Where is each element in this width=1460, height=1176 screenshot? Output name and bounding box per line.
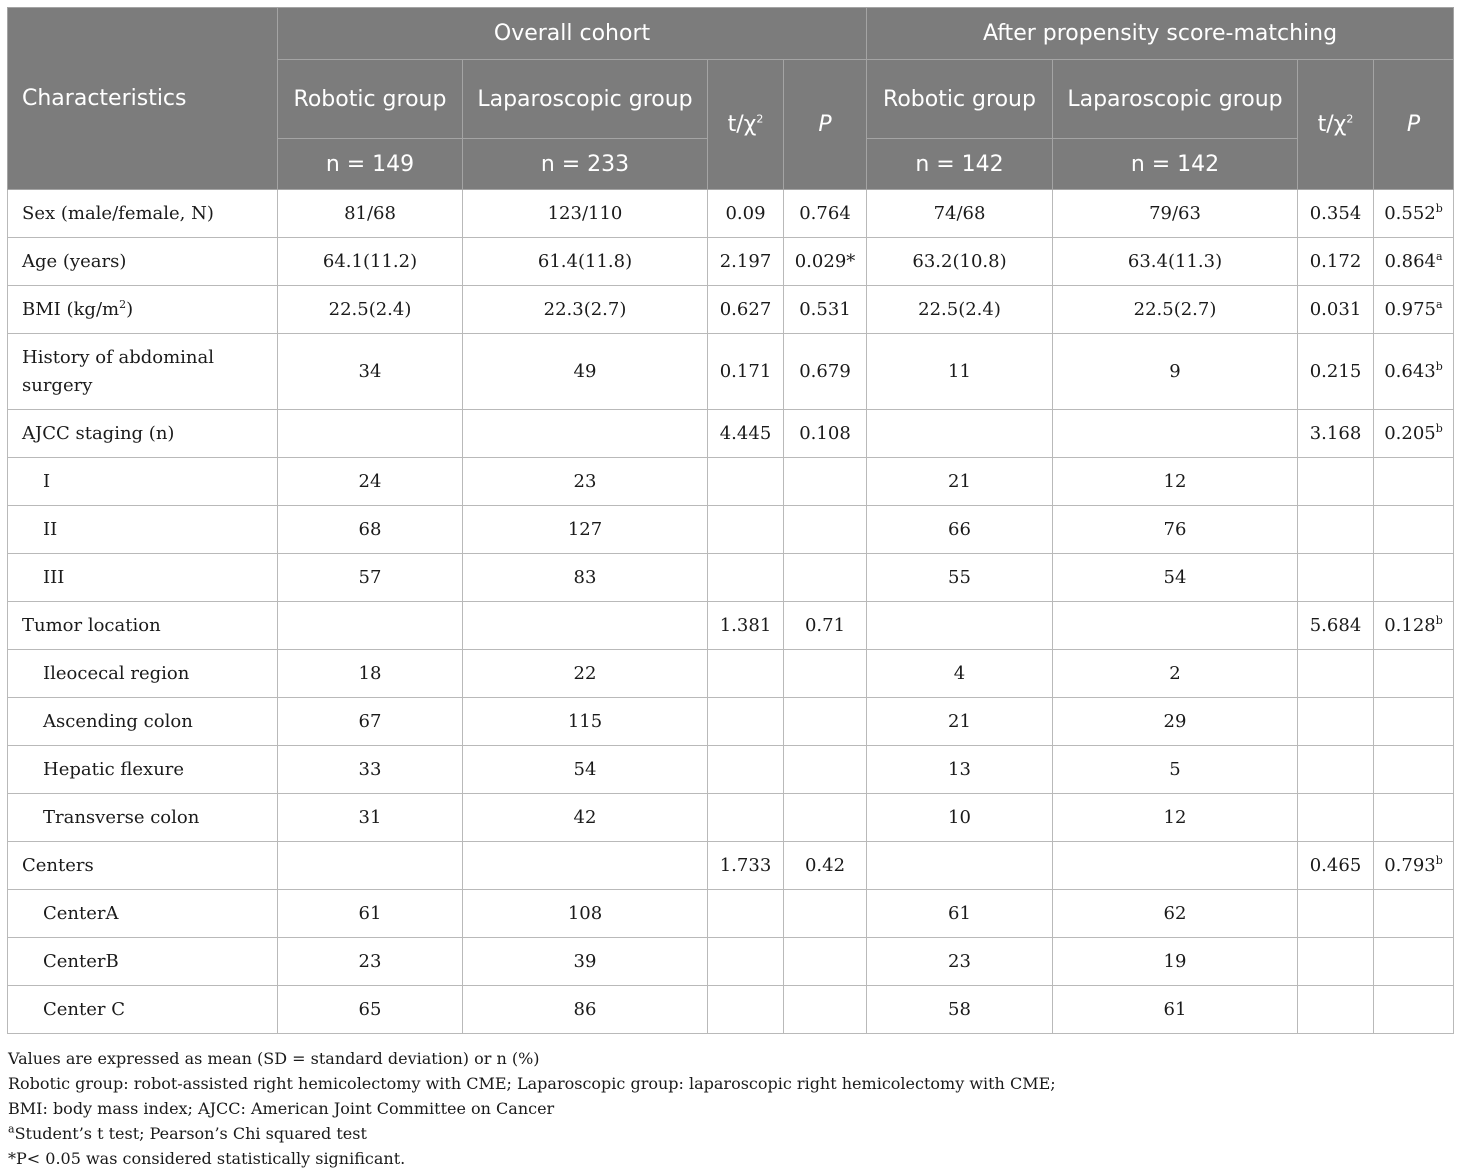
row-label: Age (years) bbox=[8, 238, 278, 286]
footnote: BMI: body mass index; AJCC: American Joint Committee on Cancer bbox=[8, 1099, 555, 1118]
characteristics-table bbox=[7, 7, 1454, 1034]
psm-t-chi2-cell bbox=[1298, 458, 1374, 506]
table-row bbox=[8, 458, 1454, 506]
overall-t-chi2-cell: 0.171 bbox=[708, 334, 784, 410]
psm-laparoscopic-cell: 19 bbox=[1053, 938, 1298, 986]
overall-laparoscopic-cell: 42 bbox=[463, 794, 708, 842]
psm-p-cell bbox=[1374, 458, 1454, 506]
psm-laparoscopic-cell: 12 bbox=[1053, 794, 1298, 842]
table-row bbox=[8, 938, 1454, 986]
overall-t-chi2-cell: 1.381 bbox=[708, 602, 784, 650]
row-label: III bbox=[8, 554, 278, 602]
psm-p-cell bbox=[1374, 506, 1454, 554]
psm-t-chi2-cell: 0.354 bbox=[1298, 190, 1374, 238]
table-row bbox=[8, 190, 1454, 238]
overall-t-chi2-cell: 2.197 bbox=[708, 238, 784, 286]
overall-robotic-cell: 81/68 bbox=[278, 190, 463, 238]
overall-robotic-cell: 22.5(2.4) bbox=[278, 286, 463, 334]
table-row bbox=[8, 334, 1454, 410]
table-row bbox=[8, 842, 1454, 890]
psm-laparoscopic-header: Laparoscopic group bbox=[1053, 60, 1298, 139]
overall-robotic-cell: 23 bbox=[278, 938, 463, 986]
overall-laparoscopic-cell: 49 bbox=[463, 334, 708, 410]
footnote: $^a$Student’s t test; Pearson’s Chi squared test bbox=[8, 1122, 367, 1143]
footnote: *P< 0.05 was considered statistically significant. bbox=[8, 1149, 406, 1168]
table-header bbox=[8, 8, 1454, 190]
overall-t-chi2-cell bbox=[708, 698, 784, 746]
overall-laparoscopic-cell: 39 bbox=[463, 938, 708, 986]
table-row bbox=[8, 238, 1454, 286]
overall-laparoscopic-cell bbox=[463, 602, 708, 650]
row-label: History of abdominal surgery bbox=[8, 334, 278, 410]
table-row bbox=[8, 890, 1454, 938]
overall-laparoscopic-cell: 54 bbox=[463, 746, 708, 794]
psm-robotic-header: Robotic group bbox=[867, 60, 1053, 139]
overall-p-cell bbox=[784, 506, 867, 554]
psm-p-cell bbox=[1374, 986, 1454, 1034]
overall-p-header: P bbox=[784, 60, 867, 190]
psm-t-chi2-cell: 0.031 bbox=[1298, 286, 1374, 334]
psm-p-cell: 0.793$^b$ bbox=[1374, 842, 1454, 890]
row-label: BMI $(kg/m^2)$ bbox=[8, 286, 278, 334]
overall-p-cell: 0.764 bbox=[784, 190, 867, 238]
psm-robotic-cell: 13 bbox=[867, 746, 1053, 794]
psm-laparoscopic-cell: 9 bbox=[1053, 334, 1298, 410]
overall-robotic-cell: 68 bbox=[278, 506, 463, 554]
overall-laparoscopic-cell: 61.4(11.8) bbox=[463, 238, 708, 286]
overall-p-cell bbox=[784, 794, 867, 842]
overall-laparoscopic-cell: 23 bbox=[463, 458, 708, 506]
psm-p-cell: 0.975$^a$ bbox=[1374, 286, 1454, 334]
row-label: Center C bbox=[8, 986, 278, 1034]
overall-laparoscopic-cell: 127 bbox=[463, 506, 708, 554]
overall-p-cell bbox=[784, 986, 867, 1034]
table-body bbox=[8, 190, 1454, 1034]
table-row bbox=[8, 554, 1454, 602]
overall-laparoscopic-cell: 108 bbox=[463, 890, 708, 938]
overall-laparoscopic-cell: 86 bbox=[463, 986, 708, 1034]
psm-robotic-cell: 63.2(10.8) bbox=[867, 238, 1053, 286]
overall-t-chi2-cell: 0.09 bbox=[708, 190, 784, 238]
psm-p-cell bbox=[1374, 746, 1454, 794]
overall-p-cell: 0.42 bbox=[784, 842, 867, 890]
overall-robotic-cell: 18 bbox=[278, 650, 463, 698]
psm-robotic-cell bbox=[867, 410, 1053, 458]
overall-t-chi2-cell: 0.627 bbox=[708, 286, 784, 334]
psm-robotic-cell: 11 bbox=[867, 334, 1053, 410]
overall-t-chi2-cell bbox=[708, 794, 784, 842]
table-row bbox=[8, 410, 1454, 458]
psm-t-chi2-cell bbox=[1298, 986, 1374, 1034]
psm-p-cell: 0.128$^b$ bbox=[1374, 602, 1454, 650]
overall-laparoscopic-cell: 83 bbox=[463, 554, 708, 602]
overall-p-cell bbox=[784, 650, 867, 698]
overall-t-chi2-cell bbox=[708, 746, 784, 794]
table-row bbox=[8, 286, 1454, 334]
overall-robotic-cell bbox=[278, 842, 463, 890]
row-label: Sex (male/female, N) bbox=[8, 190, 278, 238]
row-label: CenterA bbox=[8, 890, 278, 938]
psm-laparoscopic-cell: 54 bbox=[1053, 554, 1298, 602]
overall-robotic-cell bbox=[278, 410, 463, 458]
psm-laparoscopic-cell: 79/63 bbox=[1053, 190, 1298, 238]
overall-laparoscopic-cell: 22 bbox=[463, 650, 708, 698]
row-label: Centers bbox=[8, 842, 278, 890]
psm-robotic-cell bbox=[867, 602, 1053, 650]
psm-laparoscopic-cell: 76 bbox=[1053, 506, 1298, 554]
row-label: Hepatic flexure bbox=[8, 746, 278, 794]
overall-t-chi2-cell bbox=[708, 554, 784, 602]
psm-p-header: P bbox=[1374, 60, 1454, 190]
psm-robotic-cell: 21 bbox=[867, 698, 1053, 746]
psm-robotic-cell: 58 bbox=[867, 986, 1053, 1034]
footnote: Values are expressed as mean (SD = standard deviation) or n (%) bbox=[8, 1049, 540, 1068]
table-row bbox=[8, 698, 1454, 746]
psm-robotic-cell: 21 bbox=[867, 458, 1053, 506]
psm-p-cell bbox=[1374, 650, 1454, 698]
psm-p-cell bbox=[1374, 890, 1454, 938]
table-row bbox=[8, 794, 1454, 842]
overall-robotic-n: n = 149 bbox=[278, 139, 463, 190]
psm-robotic-cell: 66 bbox=[867, 506, 1053, 554]
overall-p-cell: 0.531 bbox=[784, 286, 867, 334]
psm-laparoscopic-n: n = 142 bbox=[1053, 139, 1298, 190]
overall-laparoscopic-n: n = 233 bbox=[463, 139, 708, 190]
overall-robotic-cell: 31 bbox=[278, 794, 463, 842]
overall-laparoscopic-cell bbox=[463, 410, 708, 458]
table-row bbox=[8, 602, 1454, 650]
overall-t-chi2-header: $t/\chi^2$ bbox=[708, 60, 784, 190]
psm-robotic-cell: 10 bbox=[867, 794, 1053, 842]
psm-robotic-cell: 61 bbox=[867, 890, 1053, 938]
overall-robotic-cell: 64.1(11.2) bbox=[278, 238, 463, 286]
psm-p-cell: 0.205$^b$ bbox=[1374, 410, 1454, 458]
row-label: CenterB bbox=[8, 938, 278, 986]
psm-p-cell: 0.864$^a$ bbox=[1374, 238, 1454, 286]
overall-p-cell: 0.029* bbox=[784, 238, 867, 286]
psm-laparoscopic-cell bbox=[1053, 842, 1298, 890]
psm-t-chi2-cell bbox=[1298, 650, 1374, 698]
overall-p-cell bbox=[784, 890, 867, 938]
psm-robotic-cell: 4 bbox=[867, 650, 1053, 698]
row-label: Transverse colon bbox=[8, 794, 278, 842]
psm-p-cell bbox=[1374, 794, 1454, 842]
table-row bbox=[8, 506, 1454, 554]
overall-t-chi2-cell: 4.445 bbox=[708, 410, 784, 458]
overall-laparoscopic-cell: 115 bbox=[463, 698, 708, 746]
overall-t-chi2-cell bbox=[708, 506, 784, 554]
psm-laparoscopic-cell bbox=[1053, 410, 1298, 458]
psm-laparoscopic-cell: 2 bbox=[1053, 650, 1298, 698]
overall-t-chi2-cell bbox=[708, 938, 784, 986]
after-psm-header: After propensity score-matching bbox=[867, 8, 1454, 60]
psm-t-chi2-cell bbox=[1298, 698, 1374, 746]
overall-p-cell bbox=[784, 554, 867, 602]
overall-p-cell bbox=[784, 746, 867, 794]
table-row bbox=[8, 650, 1454, 698]
psm-p-cell bbox=[1374, 698, 1454, 746]
overall-robotic-cell: 34 bbox=[278, 334, 463, 410]
overall-robotic-cell: 65 bbox=[278, 986, 463, 1034]
overall-p-cell: 0.679 bbox=[784, 334, 867, 410]
row-label: II bbox=[8, 506, 278, 554]
psm-p-cell: 0.643$^b$ bbox=[1374, 334, 1454, 410]
psm-t-chi2-header: $t/\chi^2$ bbox=[1298, 60, 1374, 190]
footnote: Robotic group: robot-assisted right hemicolectomy with CME; Laparoscopic group: laparoscopic right hemicolectomy with CME; bbox=[8, 1074, 1056, 1093]
row-label: Ascending colon bbox=[8, 698, 278, 746]
psm-t-chi2-cell bbox=[1298, 554, 1374, 602]
table-row bbox=[8, 746, 1454, 794]
overall-laparoscopic-cell bbox=[463, 842, 708, 890]
psm-robotic-cell: 23 bbox=[867, 938, 1053, 986]
psm-t-chi2-cell bbox=[1298, 506, 1374, 554]
psm-t-chi2-cell bbox=[1298, 794, 1374, 842]
overall-p-cell bbox=[784, 458, 867, 506]
psm-laparoscopic-cell: 5 bbox=[1053, 746, 1298, 794]
overall-cohort-header: Overall cohort bbox=[278, 8, 867, 60]
overall-robotic-cell: 61 bbox=[278, 890, 463, 938]
psm-robotic-n: n = 142 bbox=[867, 139, 1053, 190]
psm-robotic-cell: 22.5(2.4) bbox=[867, 286, 1053, 334]
psm-t-chi2-cell bbox=[1298, 938, 1374, 986]
overall-laparoscopic-cell: 22.3(2.7) bbox=[463, 286, 708, 334]
psm-robotic-cell: 74/68 bbox=[867, 190, 1053, 238]
overall-robotic-cell: 57 bbox=[278, 554, 463, 602]
overall-p-cell: 0.108 bbox=[784, 410, 867, 458]
overall-t-chi2-cell bbox=[708, 458, 784, 506]
psm-t-chi2-cell: 0.465 bbox=[1298, 842, 1374, 890]
psm-robotic-cell: 55 bbox=[867, 554, 1053, 602]
row-label: I bbox=[8, 458, 278, 506]
psm-t-chi2-cell bbox=[1298, 890, 1374, 938]
psm-p-cell bbox=[1374, 554, 1454, 602]
overall-robotic-cell: 67 bbox=[278, 698, 463, 746]
table-footnotes bbox=[8, 1046, 1448, 1171]
overall-t-chi2-cell: 1.733 bbox=[708, 842, 784, 890]
overall-robotic-cell bbox=[278, 602, 463, 650]
psm-laparoscopic-cell: 29 bbox=[1053, 698, 1298, 746]
overall-laparoscopic-cell: 123/110 bbox=[463, 190, 708, 238]
row-label: AJCC staging (n) bbox=[8, 410, 278, 458]
psm-t-chi2-cell bbox=[1298, 746, 1374, 794]
psm-p-cell: 0.552$^b$ bbox=[1374, 190, 1454, 238]
psm-t-chi2-cell: 0.172 bbox=[1298, 238, 1374, 286]
characteristics-header: Characteristics bbox=[8, 8, 278, 190]
row-label: Ileocecal region bbox=[8, 650, 278, 698]
psm-p-cell bbox=[1374, 938, 1454, 986]
psm-robotic-cell bbox=[867, 842, 1053, 890]
psm-laparoscopic-cell: 12 bbox=[1053, 458, 1298, 506]
overall-p-cell bbox=[784, 698, 867, 746]
overall-p-cell: 0.71 bbox=[784, 602, 867, 650]
psm-laparoscopic-cell: 62 bbox=[1053, 890, 1298, 938]
psm-t-chi2-cell: 3.168 bbox=[1298, 410, 1374, 458]
psm-t-chi2-cell: 5.684 bbox=[1298, 602, 1374, 650]
psm-laparoscopic-cell bbox=[1053, 602, 1298, 650]
overall-robotic-cell: 33 bbox=[278, 746, 463, 794]
psm-laparoscopic-cell: 63.4(11.3) bbox=[1053, 238, 1298, 286]
psm-laparoscopic-cell: 22.5(2.7) bbox=[1053, 286, 1298, 334]
overall-t-chi2-cell bbox=[708, 986, 784, 1034]
row-label: Tumor location bbox=[8, 602, 278, 650]
overall-t-chi2-cell bbox=[708, 890, 784, 938]
overall-laparoscopic-header: Laparoscopic group bbox=[463, 60, 708, 139]
overall-p-cell bbox=[784, 938, 867, 986]
psm-laparoscopic-cell: 61 bbox=[1053, 986, 1298, 1034]
overall-robotic-cell: 24 bbox=[278, 458, 463, 506]
overall-robotic-header: Robotic group bbox=[278, 60, 463, 139]
table-row bbox=[8, 986, 1454, 1034]
overall-t-chi2-cell bbox=[708, 650, 784, 698]
psm-t-chi2-cell: 0.215 bbox=[1298, 334, 1374, 410]
